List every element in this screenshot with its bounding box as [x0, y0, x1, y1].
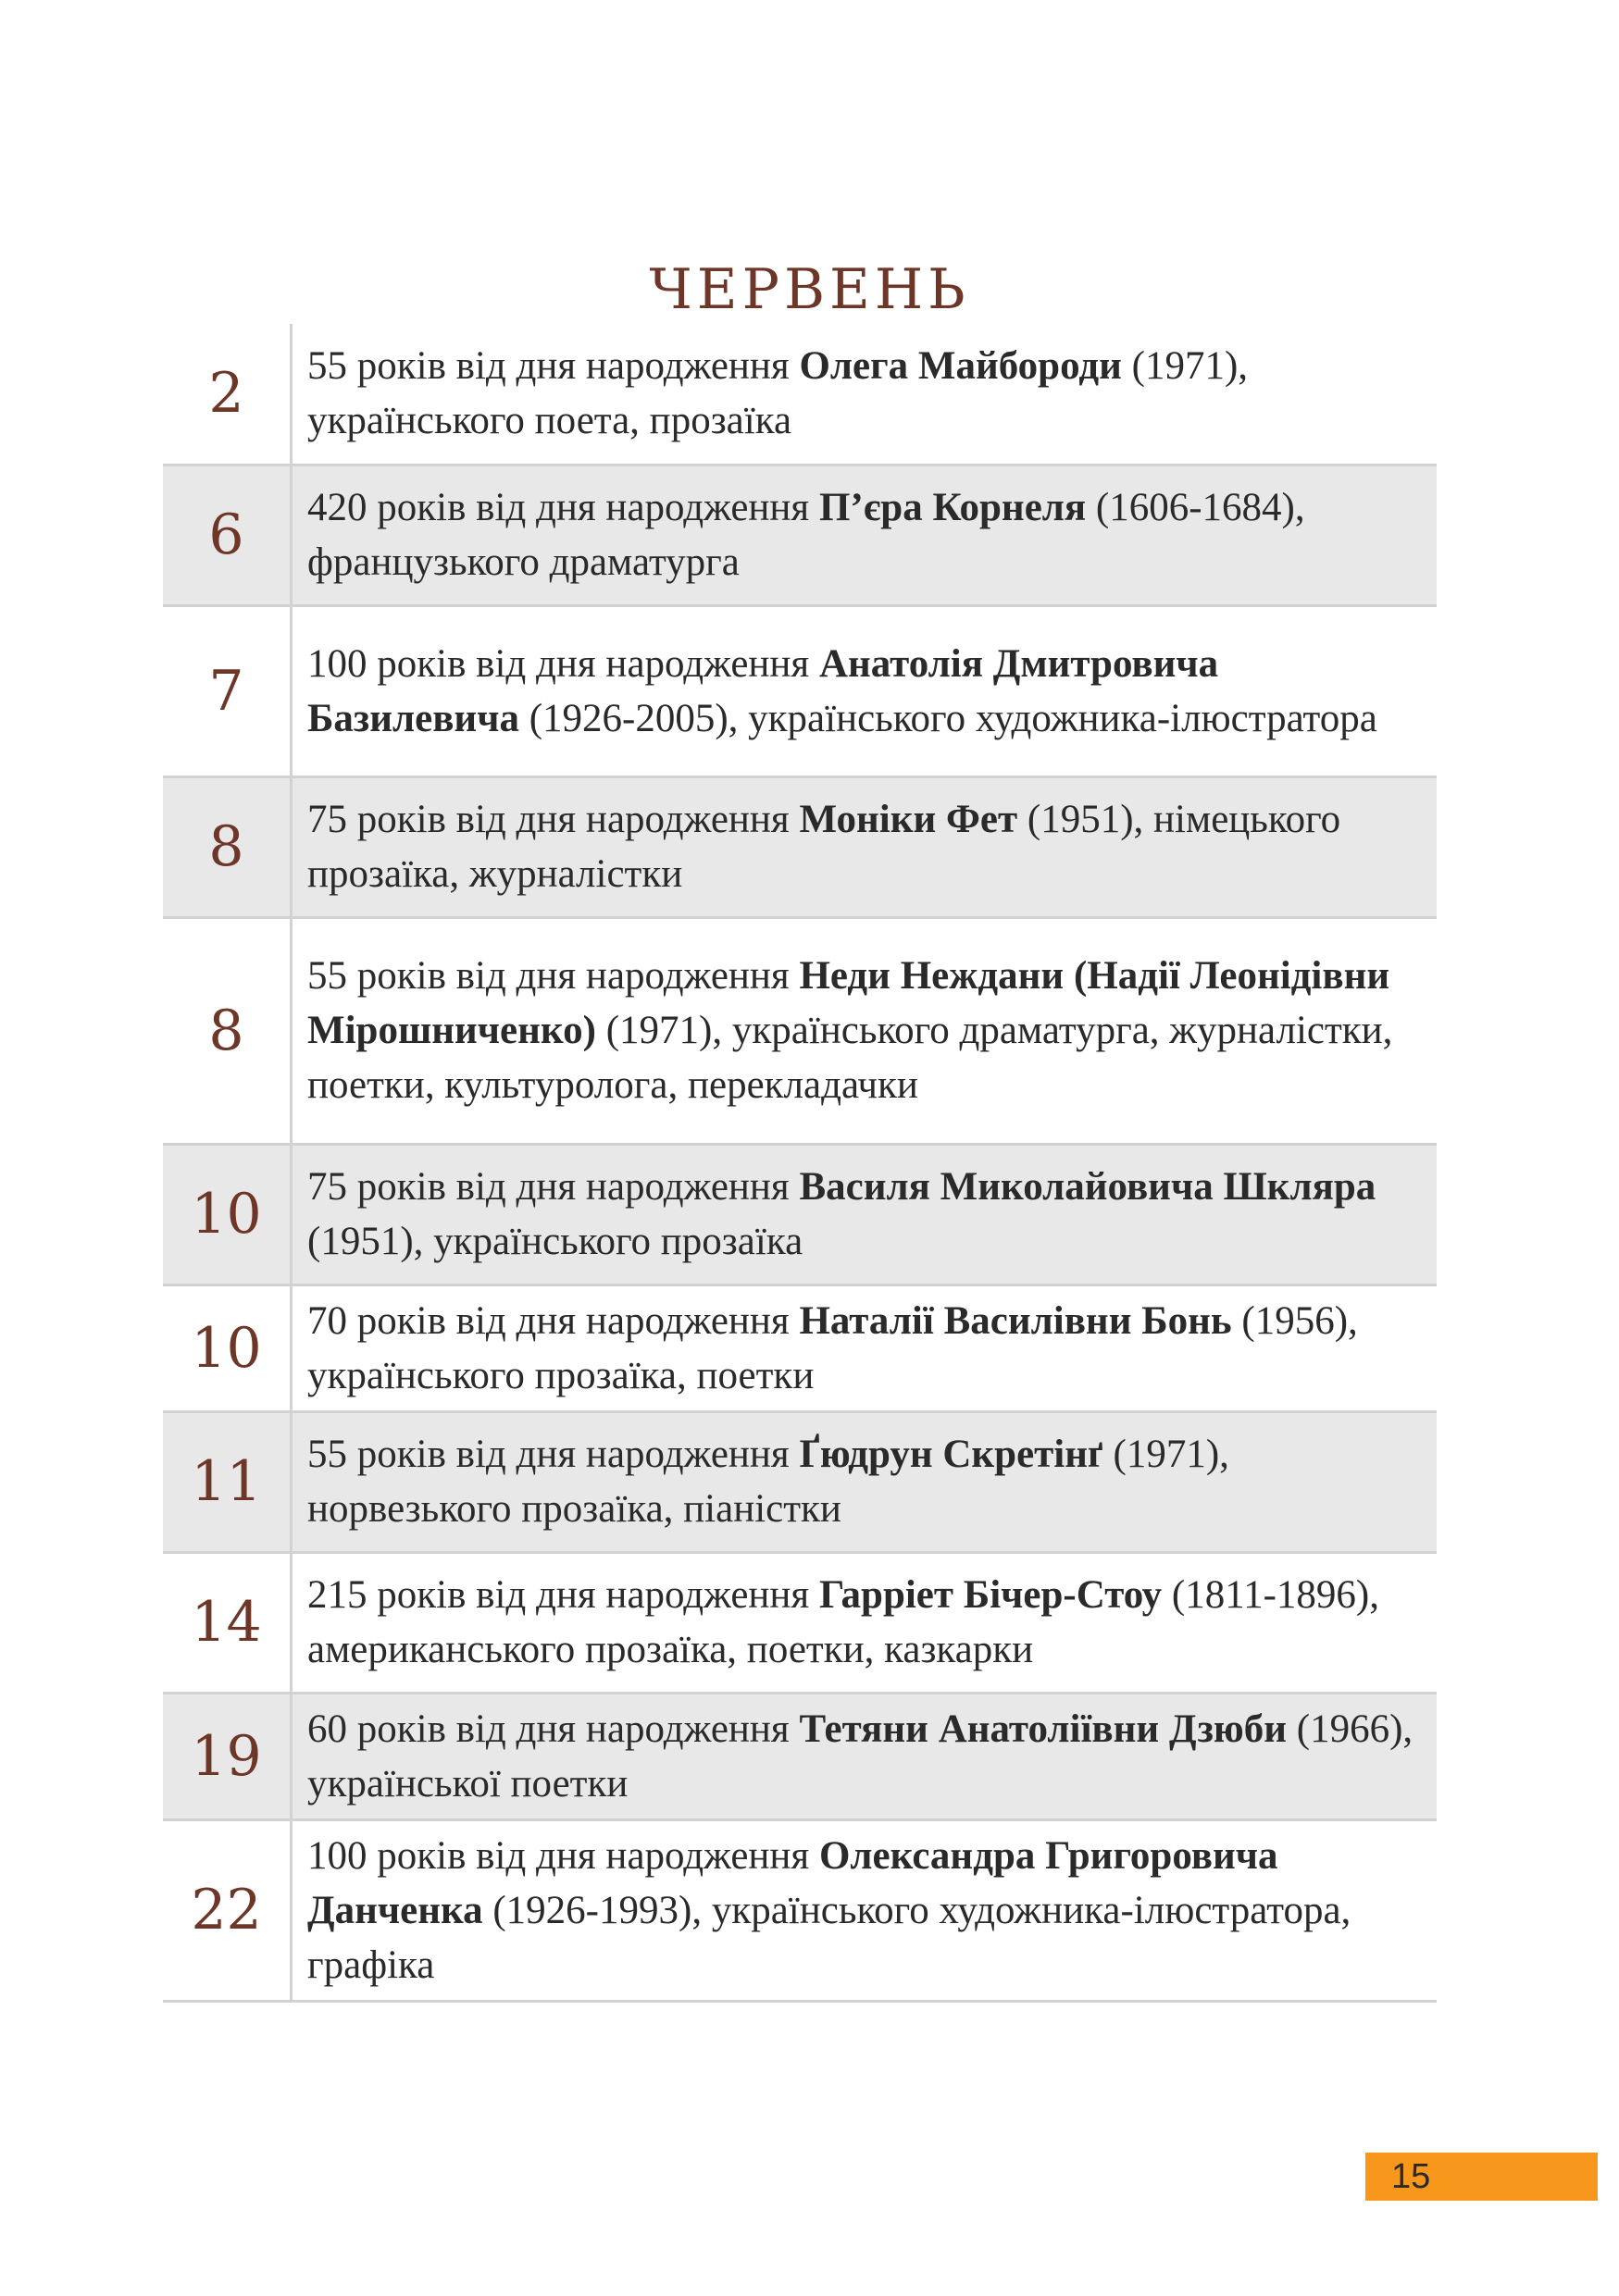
events-table — [163, 324, 1437, 2003]
event-day: 19 — [163, 1693, 292, 1819]
event-row — [163, 917, 1437, 1144]
event-text-after: (1926-2005), українського художника-ілюстратора — [518, 696, 1377, 740]
event-person-name: Наталії Василівни Бонь — [799, 1298, 1232, 1343]
event-text-after: (1951), німецького прозаїка, журналістки — [307, 798, 1341, 896]
event-description — [292, 1819, 1438, 2001]
event-text-after: (1951), українського прозаїка — [307, 1220, 803, 1263]
event-row — [163, 1819, 1437, 2001]
event-person-name: П’єра Корнеля — [818, 486, 1087, 529]
event-text-after: (1971), норвезького прозаїка, піаністки — [307, 1433, 1229, 1531]
event-text-before: 100 років від дня народження — [307, 1833, 819, 1878]
event-text-before: 60 років від дня народження — [307, 1706, 800, 1751]
event-description — [292, 605, 1438, 776]
event-row — [163, 324, 1437, 465]
event-text-before: 420 років від дня народження — [307, 486, 819, 529]
event-row — [163, 1411, 1437, 1552]
event-text-before: 70 років від дня народження — [307, 1298, 800, 1343]
event-day: 11 — [163, 1411, 292, 1552]
event-day: 7 — [163, 605, 292, 776]
event-day: 8 — [163, 776, 292, 917]
event-person-name: Ґюдрун Скретінґ — [799, 1433, 1103, 1476]
event-description — [292, 324, 1438, 465]
event-text-before: 215 років від дня народження — [307, 1573, 819, 1617]
page-number: 15 — [1365, 2153, 1598, 2201]
event-text-after: (1971), українського драматурга, журналістки, поетки, культуролога, перекладачки — [307, 1009, 1393, 1107]
event-day: 10 — [163, 1285, 292, 1411]
event-description — [292, 917, 1438, 1144]
event-person-name: Василя Миколайовича Шкляра — [799, 1165, 1376, 1209]
event-person-name: Тетяни Анатоліївни Дзюби — [799, 1706, 1288, 1751]
event-description — [292, 776, 1438, 917]
event-person-name: Неди Неждани (Надії Леонідівни Мірошниченко) — [307, 954, 1390, 1052]
event-day: 14 — [163, 1552, 292, 1693]
event-day: 10 — [163, 1144, 292, 1285]
event-text-before: 55 років від дня народження — [307, 1433, 800, 1476]
event-description — [292, 1411, 1438, 1552]
event-row — [163, 776, 1437, 917]
event-text-before: 75 років від дня народження — [307, 798, 800, 841]
event-person-name: Анатолія Дмитровича Базилевича — [307, 641, 1219, 740]
event-text-before: 55 років від дня народження — [307, 954, 800, 998]
event-day: 8 — [163, 917, 292, 1144]
event-row — [163, 465, 1437, 605]
event-text-after: (1926-1993), українського художника-ілюстратора, графіка — [307, 1888, 1351, 1987]
event-person-name: Олександра Григоровича Данченка — [307, 1833, 1278, 1932]
event-person-name: Гарріет Бічер-Стоу — [818, 1573, 1163, 1617]
event-description — [292, 1552, 1438, 1693]
event-row — [163, 1552, 1437, 1693]
page-title: ЧЕРВЕНЬ — [649, 257, 970, 323]
event-text-after: (1971), українського поета, прозаїка — [307, 344, 1249, 443]
event-description — [292, 1693, 1438, 1819]
event-text-before: 100 років від дня народження — [307, 641, 819, 686]
event-day: 2 — [163, 324, 292, 465]
event-text-before: 55 років від дня народження — [307, 344, 800, 389]
event-description — [292, 1144, 1438, 1285]
event-row — [163, 605, 1437, 776]
event-text-before: 75 років від дня народження — [307, 1165, 800, 1209]
event-person-name: Моніки Фет — [799, 798, 1018, 841]
event-description — [292, 1285, 1438, 1411]
event-text-after: (1606-1684), французького драматурга — [307, 486, 1305, 584]
event-row — [163, 1693, 1437, 1819]
event-day: 22 — [163, 1819, 292, 2001]
event-person-name: Олега Майбороди — [799, 344, 1122, 389]
event-day: 6 — [163, 465, 292, 605]
event-text-after: (1811-1896), американського прозаїка, поетки, казкарки — [307, 1573, 1379, 1671]
event-text-after: (1966), української поетки — [307, 1706, 1414, 1806]
event-description — [292, 465, 1438, 605]
event-row — [163, 1144, 1437, 1285]
event-row — [163, 1285, 1437, 1411]
event-text-after: (1956), українського прозаїка, поетки — [307, 1298, 1358, 1397]
